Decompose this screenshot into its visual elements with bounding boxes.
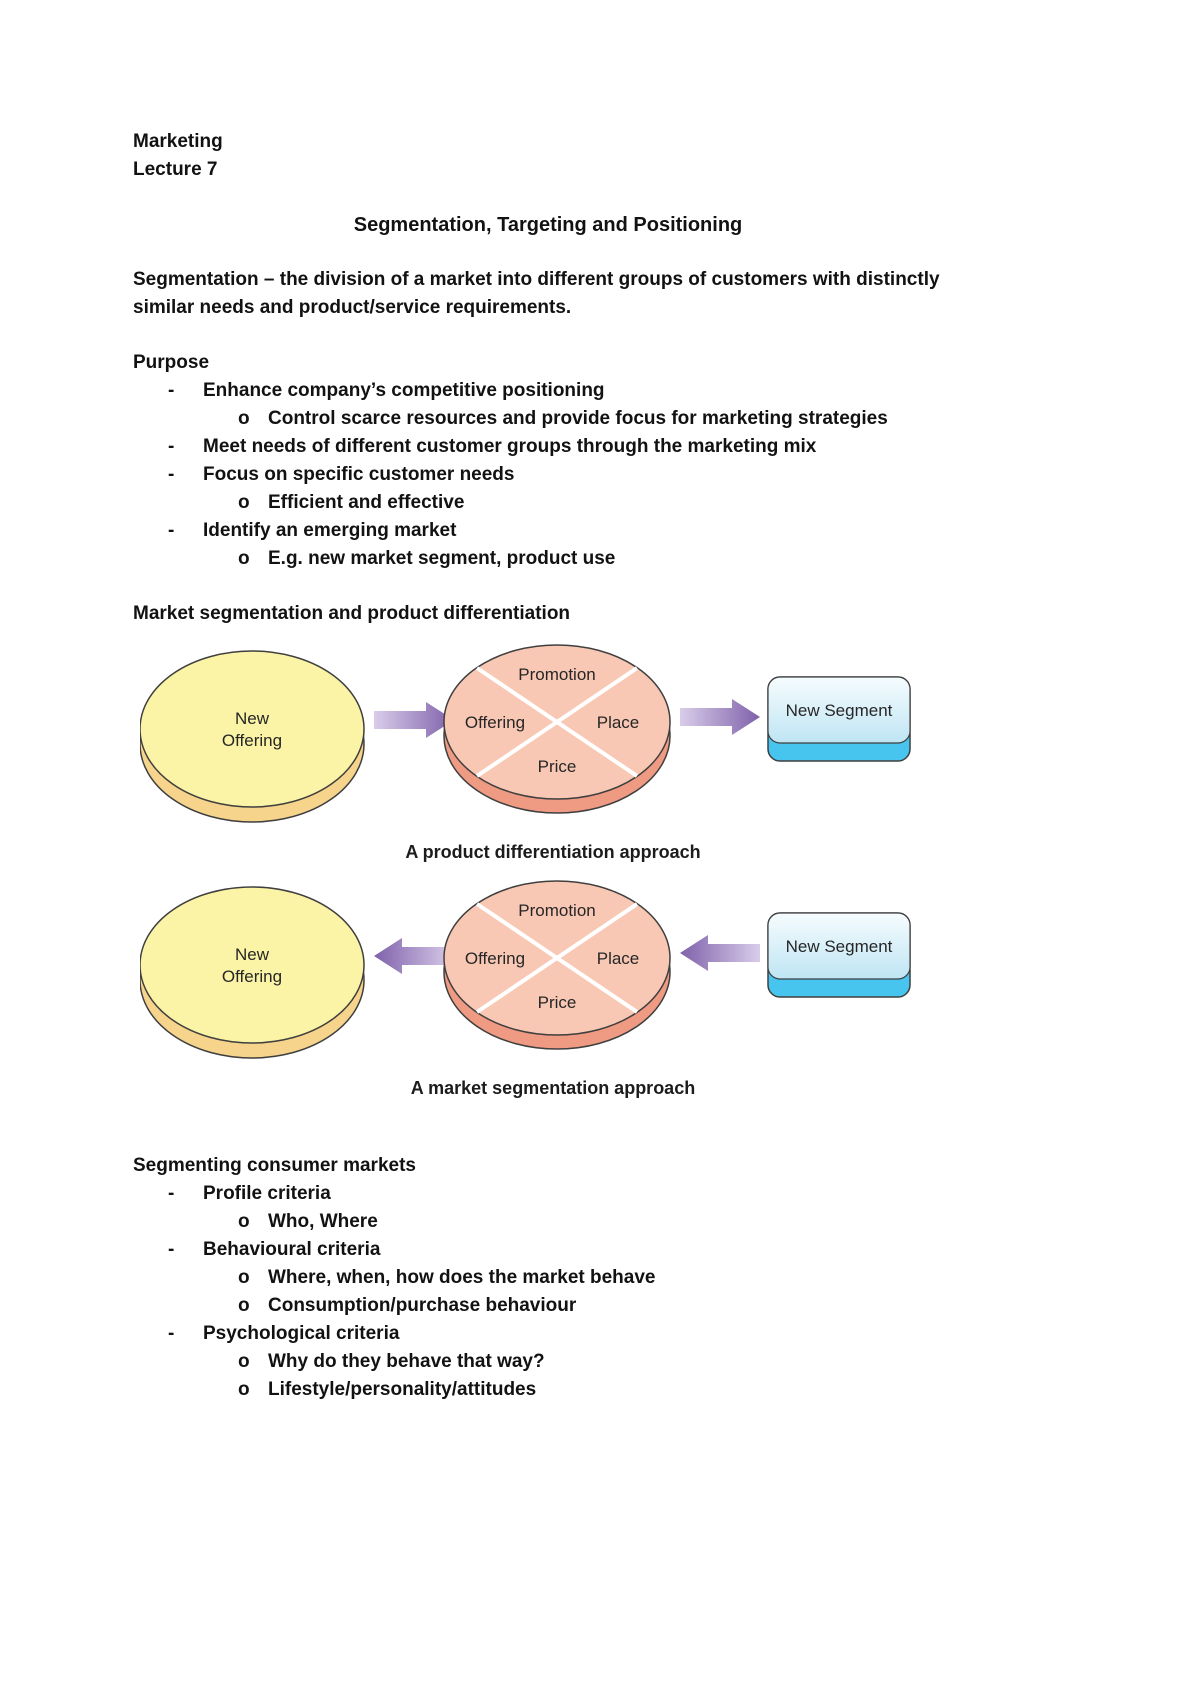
sub-list-item-text: Lifestyle/personality/attitudes	[268, 1379, 537, 1400]
oval-label-line2: Offering	[221, 731, 283, 750]
oval-label-line1: New	[234, 709, 270, 728]
oval-label-line2: Offering	[221, 967, 283, 986]
quad-left-label: Offering	[464, 713, 526, 732]
sub-list-item	[133, 405, 1100, 433]
list-item-text: Psychological criteria	[203, 1323, 400, 1344]
list-item	[133, 461, 1100, 489]
list-item-text: Behavioural criteria	[203, 1239, 381, 1260]
sub-list-item	[133, 1264, 1100, 1292]
product-differentiation-diagram	[133, 644, 973, 864]
list-item	[133, 433, 1100, 461]
list-item	[133, 377, 1100, 405]
new-segment-box	[768, 677, 910, 761]
purpose-heading: Purpose	[133, 352, 210, 373]
quad-right-label: Place	[596, 949, 640, 968]
dash-marker: -	[168, 1323, 175, 1344]
list-item-text: Identify an emerging market	[203, 520, 457, 541]
circle-marker: o	[238, 492, 250, 513]
list-item	[133, 1236, 1100, 1264]
list-item-text: Profile criteria	[203, 1183, 331, 1204]
box-label: New Segment	[785, 937, 893, 956]
circle-marker: o	[238, 1351, 250, 1372]
product-differentiation-figure	[140, 644, 930, 834]
list-item	[133, 517, 1100, 545]
page-title: Segmentation, Targeting and Positioning	[353, 214, 743, 236]
quad-bottom-label: Price	[537, 993, 577, 1012]
sub-list-item	[133, 1376, 1100, 1404]
quad-right-label: Place	[596, 713, 640, 732]
consumer-list	[133, 1180, 1100, 1404]
diagram-caption: A product differentiation approach	[405, 842, 701, 862]
sub-list-item-text: Why do they behave that way?	[268, 1351, 545, 1372]
sub-list-item-text: E.g. new market segment, product use	[268, 548, 616, 569]
dash-marker: -	[168, 1183, 175, 1204]
sub-list-item-text: Efficient and effective	[268, 492, 465, 513]
sub-list-item	[133, 1208, 1100, 1236]
lecture-label: Lecture 7	[133, 159, 218, 180]
new-segment-box	[768, 913, 910, 997]
circle-marker: o	[238, 408, 250, 429]
marketing-mix-circle	[444, 881, 670, 1049]
list-item	[133, 1320, 1100, 1348]
marketing-mix-circle	[444, 645, 670, 813]
list-item-text: Enhance company’s competitive positioning	[203, 380, 605, 401]
dash-marker: -	[168, 436, 175, 457]
circle-marker: o	[238, 1295, 250, 1316]
box-label: New Segment	[785, 701, 893, 720]
arrow-right-icon	[374, 702, 454, 738]
new-offering-oval	[140, 887, 364, 1058]
list-item	[133, 1180, 1100, 1208]
circle-marker: o	[238, 548, 250, 569]
quad-left-label: Offering	[464, 949, 526, 968]
arrow-right-icon	[680, 699, 760, 735]
dash-marker: -	[168, 464, 175, 485]
sub-list-item	[133, 489, 1100, 517]
sub-list-item	[133, 1348, 1100, 1376]
arrow-left-icon	[374, 938, 454, 974]
intro-paragraph: Segmentation – the division of a market into different groups of customers with distinctly similar needs and product/service requirements.	[133, 269, 940, 318]
new-offering-oval	[140, 651, 364, 822]
diagram-caption: A market segmentation approach	[410, 1078, 696, 1098]
sub-list-item-text: Who, Where	[268, 1211, 378, 1232]
mix-section-heading: Market segmentation and product differentiation	[133, 603, 571, 624]
market-segmentation-figure	[140, 880, 930, 1070]
circle-marker: o	[238, 1211, 250, 1232]
list-item-text: Meet needs of different customer groups through the marketing mix	[203, 436, 817, 457]
dash-marker: -	[168, 380, 175, 401]
quad-top-label: Promotion	[518, 665, 596, 684]
dash-marker: -	[168, 1239, 175, 1260]
circle-marker: o	[238, 1379, 250, 1400]
quad-top-label: Promotion	[518, 901, 596, 920]
sub-list-item-text: Consumption/purchase behaviour	[268, 1295, 577, 1316]
sub-list-item	[133, 545, 1100, 573]
market-segmentation-diagram	[133, 880, 973, 1100]
dash-marker: -	[168, 520, 175, 541]
arrow-left-icon	[680, 935, 760, 971]
course-label: Marketing	[133, 131, 223, 152]
oval-face	[140, 887, 364, 1043]
quad-bottom-label: Price	[537, 757, 577, 776]
oval-label-line1: New	[234, 945, 270, 964]
sub-list-item-text: Control scarce resources and provide focus for marketing strategies	[268, 408, 888, 429]
list-item-text: Focus on specific customer needs	[203, 464, 515, 485]
sub-list-item-text: Where, when, how does the market behave	[268, 1267, 656, 1288]
purpose-list	[133, 377, 1100, 573]
consumer-section-heading: Segmenting consumer markets	[133, 1155, 416, 1176]
sub-list-item	[133, 1292, 1100, 1320]
circle-marker: o	[238, 1267, 250, 1288]
oval-face	[140, 651, 364, 807]
